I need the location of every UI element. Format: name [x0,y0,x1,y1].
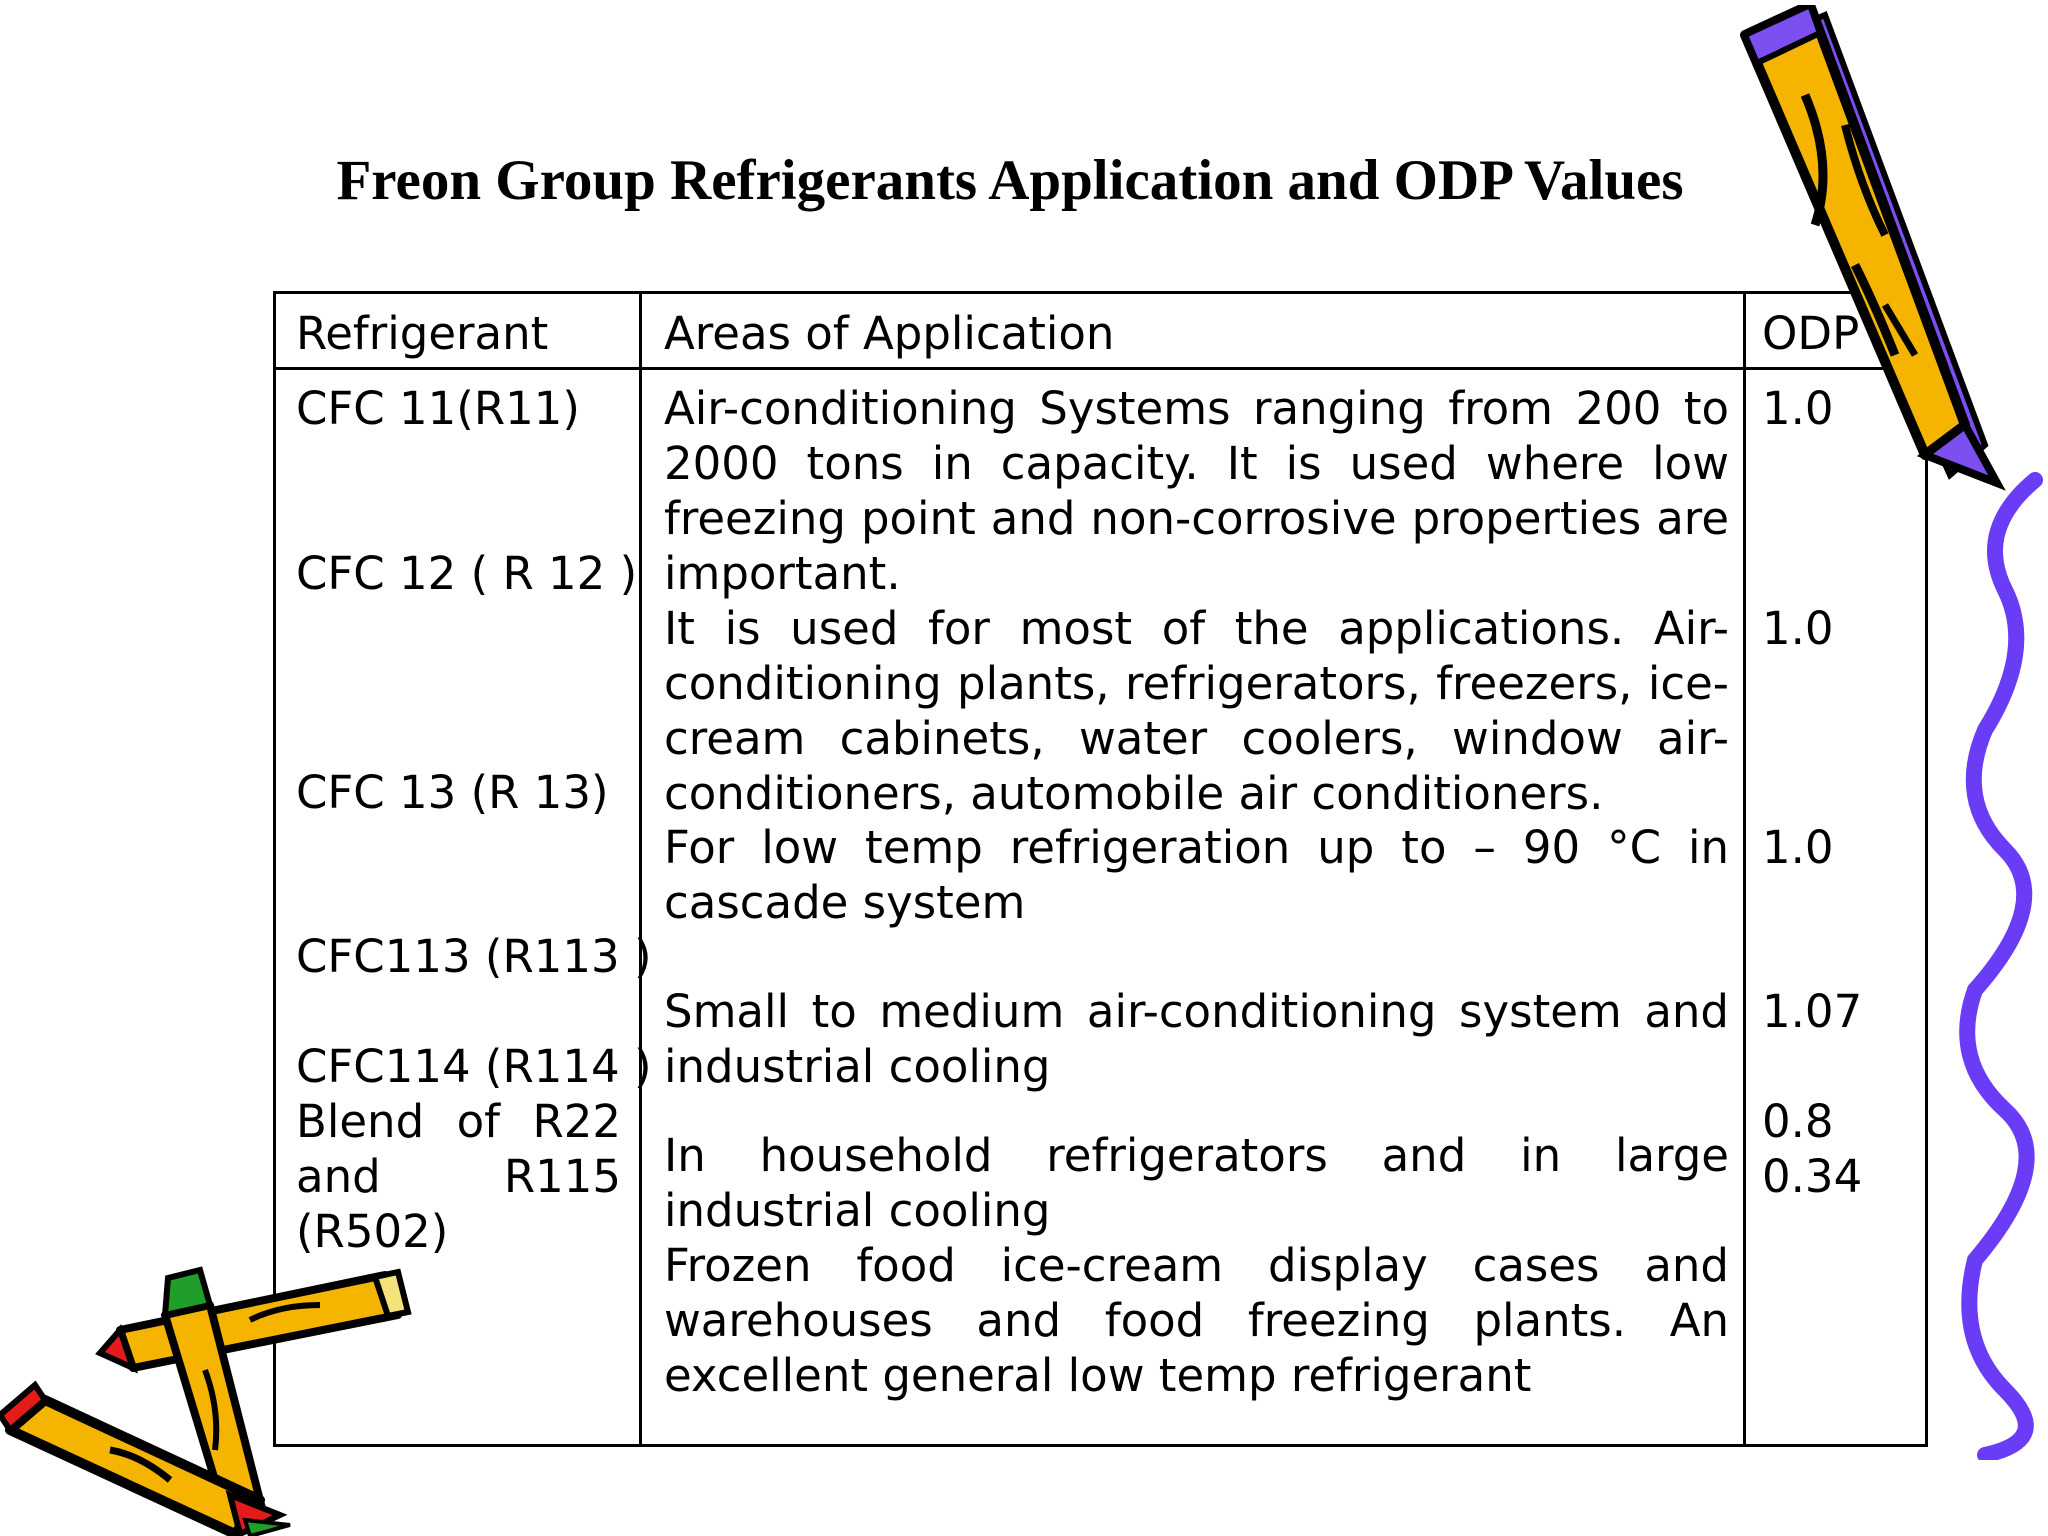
column-divider [639,294,642,1444]
application-text: It is used for most of the applications. Air-conditioning plants, refrigerators, freezers, ice-cream cabinets, water coolers, window air-conditioners, automobile air conditioners. [664,602,1729,820]
crossed-pencils-icon [0,1250,420,1536]
refrigerant-name: CFC114 (R114 ) [296,1040,652,1093]
header-refrigerant: Refrigerant [296,307,549,360]
pencil-icon [1735,5,2015,495]
application-text: In household refrigerators and in large industrial cooling [664,1129,1729,1237]
header-odp: ODP [1762,307,1860,360]
slide-title: Freon Group Refrigerants Application and ODP Values [336,149,1684,212]
odp-value: 1.0 [1762,821,1834,874]
refrigerant-name: CFC 11(R11) [296,382,580,435]
odp-value: 0.34 [1762,1150,1863,1203]
application-text: Frozen food ice-cream display cases and warehouses and food freezing plants. An excellent general low temp refrigerant [664,1239,1729,1402]
refrigerant-name: CFC 13 (R 13) [296,766,609,819]
header-divider [276,367,1925,370]
odp-value: 1.07 [1762,985,1863,1038]
odp-value: 0.8 [1762,1095,1834,1148]
application-text: Air-conditioning Systems ranging from 200 to 2000 tons in capacity. It is used where low freezing point and non-corrosive properties are important. [664,382,1729,600]
odp-value: 1.0 [1762,382,1834,435]
squiggle-line-icon [1945,470,2045,1460]
refrigerant-table [273,291,1928,1447]
application-text: For low temp refrigeration up to – 90 °C in cascade system [664,821,1729,929]
refrigerant-name: CFC 12 ( R 12 ) [296,547,638,600]
refrigerant-name: CFC113 (R113 ) [296,930,652,983]
refrigerant-name: Blend of R22 and R115 (R502) [296,1095,621,1258]
odp-value: 1.0 [1762,602,1834,655]
application-text: Small to medium air-conditioning system and industrial cooling [664,985,1729,1093]
header-application: Areas of Application [664,307,1115,360]
